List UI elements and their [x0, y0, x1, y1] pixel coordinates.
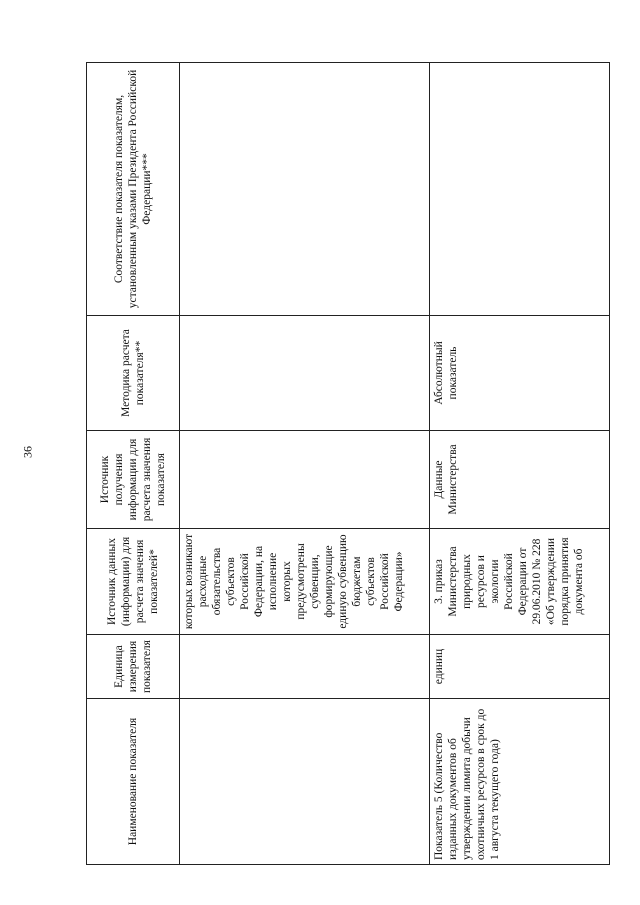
cell-decree-match — [429, 63, 609, 316]
cell-data-source: 3. приказ Министерства природных ресурсов и экологии Российской Федерации от 29.06.2010 № 228 «Об утверждении порядка принятия документа об — [429, 529, 609, 635]
header-method: Методика расчета показателя** — [87, 316, 180, 431]
cell-info-source: Данные Министерства — [429, 431, 609, 529]
table-row — [179, 63, 429, 865]
header-info-source: Источник получения информации для расчета значения показателя — [87, 431, 180, 529]
cell-unit: единиц — [429, 635, 609, 699]
cell-data-source: которых возникают расходные обязательства субъектов Российской Федерации, на исполнение которых предусмотрены субвенции, формирующие единую субвенцию бюджетам субъектов Российской Федерации» — [179, 529, 429, 635]
rotated-table-container — [86, 63, 610, 865]
header-unit: Единица измерения показателя — [87, 635, 180, 699]
cell-name: Показатель 5 (Количество изданных документов об утверждении лимита добычи охотничьих ресурсов в срок до 1 августа текущего года) — [429, 699, 609, 865]
header-indicator-name: Наименование показателя — [87, 699, 180, 865]
cell-decree-match — [179, 63, 429, 316]
page-number: 36 — [20, 446, 35, 458]
cell-unit — [179, 635, 429, 699]
cell-info-source — [179, 431, 429, 529]
indicator-table — [86, 62, 610, 865]
cell-method: Абсолютный показатель — [429, 316, 609, 431]
header-row — [87, 63, 180, 865]
cell-name — [179, 699, 429, 865]
header-data-source: Источник данных (информации) для расчета значения показателей* — [87, 529, 180, 635]
table-row — [429, 63, 609, 865]
cell-method — [179, 316, 429, 431]
header-decree-match: Соответствие показателя показателям, установленным указами Президента Российской Федерации*** — [87, 63, 180, 316]
